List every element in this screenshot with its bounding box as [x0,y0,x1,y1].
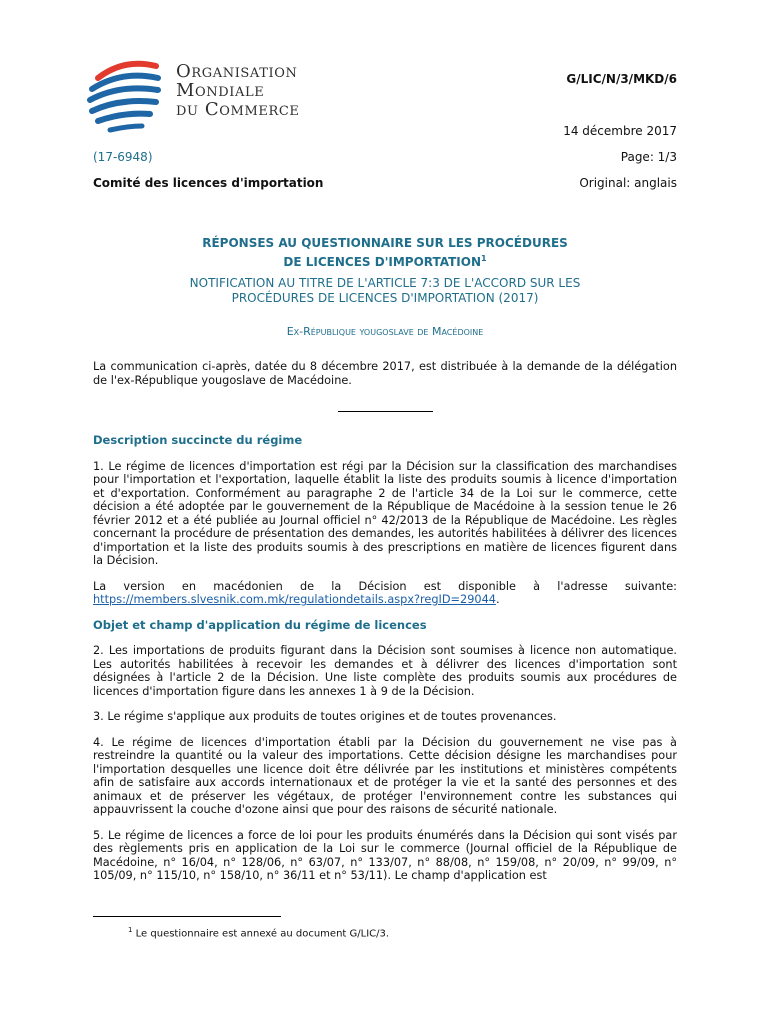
paragraph-2: 2. Les importations de produits figurant dans la Décision sont soumises à licence non automatique. Les autorités habilitées à recevoir les demandes et à délivrer des licences d'importation sont désignées à l'article 2 de la Décision. Une liste complète des produits soumis aux procédures de licences d'importation figure dans les annexes 1 à 9 de la Décision. [93,644,677,698]
original-language: Original: anglais [579,176,677,190]
footnote-text: Le questionnaire est annexé au document G/LIC/3. [135,928,390,940]
paragraph-1b-text: La version en macédonien de la Décision est disponible à l'adresse suivante: [93,579,677,593]
paragraph-5: 5. Le régime de licences a force de loi pour les produits énumérés dans la Décision qui sont visés par des règlements pris en application de la Loi sur le commerce (Journal officiel de la République de Macédoine, n° 16/04, n° 128/06, n° 63/07, n° 133/07, n° 88/08, n° 159/08, n° 20/09, n° 99/09, n° 105/09, n° 115/10, n° 158/10, n° 36/11 et n° 53/11). Le champ d'application est [93,828,677,882]
org-line-2: Mondiale [176,80,265,101]
intro-paragraph: La communication ci-après, datée du 8 décembre 2017, est distribuée à la demande de la délégation de l'ex-République yougoslave de Macédoine. [93,360,677,387]
document-title [93,236,677,270]
subtitle-line-1: NOTIFICATION AU TITRE DE L'ARTICLE 7:3 DE L'ACCORD SUR LES [189,276,581,290]
title-line-2 [93,251,677,270]
footnote-number: 1 [128,926,133,934]
subtitle-line-2: PROCÉDURES DE LICENCES D'IMPORTATION (2017) [231,291,539,305]
paragraph-3: 3. Le régime s'applique aux produits de toutes origines et de toutes provenances. [93,710,557,723]
section-heading-description: Description succincte du régime [93,433,303,447]
wto-emblem-icon [84,56,168,136]
paragraph-1: 1. Le régime de licences d'importation est régi par la Décision sur la classification des marchandises pour l'importation et l'exportation, laquelle établit la liste des produits soumis à licence d'importation et d'exportation. Conformément au paragraphe 2 de l'article 34 de la Loi sur le commerce, cette décision a été adoptée par le gouvernement de la République de Macédoine à la session tenue le 26 février 2012 et a été publiée au Journal officiel n° 42/2013 de la République de Macédoine. Les règles concernant la procédure de présentation des demandes, les autorités habilitées à délivrer des licences d'importation et la liste des produits soumis à des prescriptions en matière de licences figurent dans la Décision. [93,459,677,567]
link-suffix: . [495,593,500,606]
paragraph-4: 4. Le régime de licences d'importation établi par la Décision du gouvernement ne vise pas à restreindre la quantité ou la valeur des importations. Cette décision désigne les marchandises pour l'importation desquelles une licence doit être délivrée par les institutions et ministères compétents afin de satisfaire aux accords internationaux et de protéger la vie et la santé des personnes et des animaux et de préserver les végétaux, de protéger l'environnement contre les substances qui appauvrissent la couche d'ozone ainsi que pour des raisons de sécurité nationale. [93,735,677,816]
wto-logo [84,56,344,136]
org-line-1: Organisation [176,61,298,82]
footnote-rule [93,916,281,917]
document-number: (17-6948) [93,150,153,164]
footnote [128,926,389,939]
title-line-1: RÉPONSES AU QUESTIONNAIRE SUR LES PROCÉDURES [202,236,568,250]
page-number: Page: 1/3 [620,150,677,164]
country-name: Ex-République yougoslave de Macédoine [286,325,484,338]
org-name [176,62,299,119]
divider [338,411,433,412]
section-heading-scope: Objet et champ d'application du régime de licences [93,617,427,632]
document-body [93,360,677,895]
org-line-3: du Commerce [176,99,300,120]
title-line-2-text: DE LICENCES D'IMPORTATION [283,255,481,269]
committee-name: Comité des licences d'importation [93,176,324,190]
document-subtitle [93,276,677,306]
document-date: 14 décembre 2017 [563,124,677,138]
paragraph-1b [93,580,677,607]
regulation-link[interactable]: https://members.slvesnik.com.mk/regulationdetails.aspx?regID=29044 [93,593,496,606]
document-reference: G/LIC/N/3/MKD/6 [566,72,677,86]
title-footnote-ref: 1 [480,254,487,263]
